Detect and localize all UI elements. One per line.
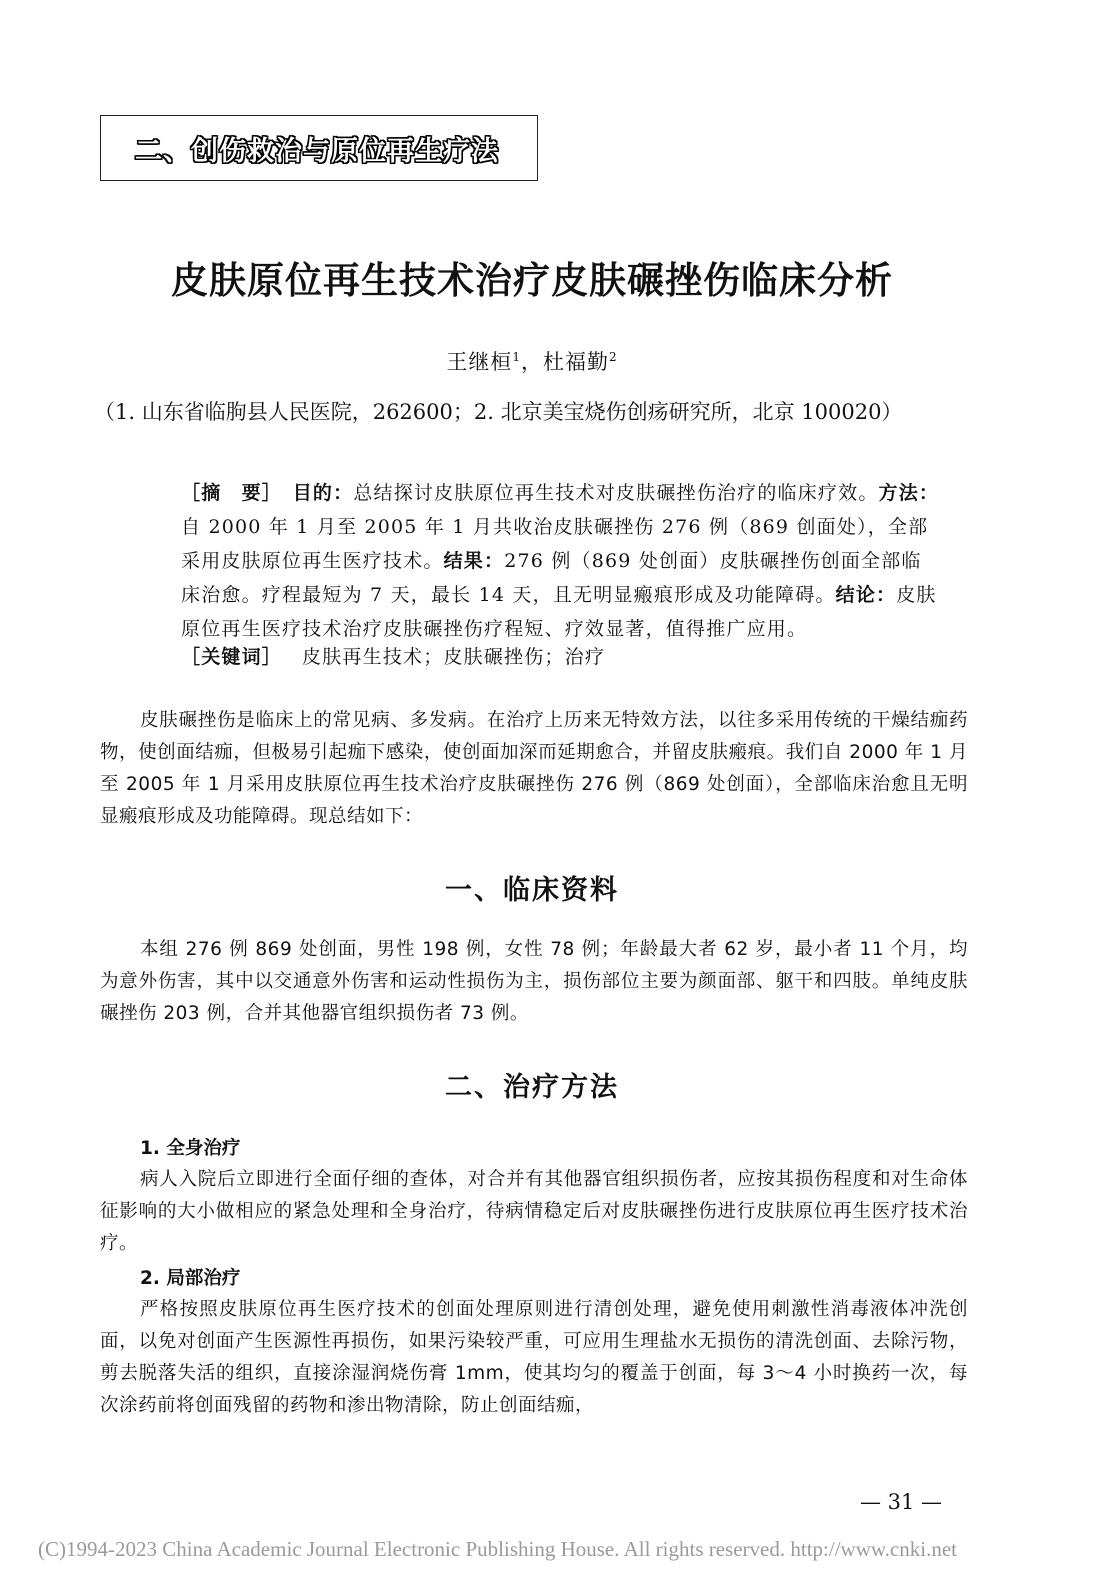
author-1-superscript: 1 [512, 350, 521, 364]
subsection-2-title: 2. 局部治疗 [140, 1268, 241, 1289]
affiliation-line: （1. 山东省临朐县人民医院，262600；2. 北京美宝烧伤创疡研究所，北京 100020） [94, 400, 903, 424]
subsection-1-paragraph: 病人入院后立即进行全面仔细的查体，对合并有其他器官组织损伤者，应按其损伤程度和对生命体征影响的大小做相应的紧急处理和全身治疗，待病情稳定后对皮肤碾挫伤进行皮肤原位再生医疗技术治疗。 [100, 1169, 968, 1254]
objective-label: 目的： [292, 482, 354, 504]
author-line [0, 346, 1064, 376]
objective-text: 总结探讨皮肤原位再生技术对皮肤碾挫伤治疗的临床疗效。 [353, 482, 879, 504]
author-separator: ， [521, 350, 543, 374]
keywords-line [181, 642, 941, 669]
conclusion-text: 皮肤原位再生医疗技术治疗皮肤碾挫伤疗程短、疗效显著，值得推广应用。 [181, 584, 937, 640]
result-label: 结果： [443, 550, 505, 572]
section-1-heading: 一、临床资料 [445, 875, 619, 906]
page-number: — 31 — [859, 1490, 943, 1514]
abstract-label: ［摘 要］ [181, 482, 273, 504]
method-label: 方法： [878, 482, 940, 504]
author-1-name: 王继桓 [446, 350, 513, 374]
keywords-text: 皮肤再生技术；皮肤碾挫伤；治疗 [302, 646, 606, 668]
abstract-block [141, 476, 941, 646]
abstract-text [141, 476, 941, 646]
section-1-paragraph: 本组 276 例 869 处创面，男性 198 例，女性 78 例；年龄最大者 62 岁，最小者 11 个月，均为意外伤害，其中以交通意外伤害和运动性损伤为主，损伤部位主要为颜面部、躯干和四肢。单纯皮肤碾挫伤 203 例，合并其他器官组织损伤者 73 例。 [100, 939, 968, 1024]
subsection-1-title: 1. 全身治疗 [140, 1138, 241, 1159]
author-2-name: 杜福勤 [543, 350, 609, 374]
copyright-footer: (C)1994-2023 China Academic Journal Electronic Publishing House. All rights reserved. http://www.cnki.net [38, 1537, 957, 1561]
section-category-box [100, 115, 538, 181]
keywords-label: ［关键词］ [181, 646, 283, 668]
article-title: 皮肤原位再生技术治疗皮肤碾挫伤临床分析 [171, 259, 893, 302]
section-2-heading: 二、治疗方法 [445, 1072, 619, 1103]
result-text: 276 例（869 处创面）皮肤碾挫伤创面全部临床治愈。疗程最短为 7 天，最长 14 天，且无明显瘢痕形成及功能障碍。 [181, 550, 922, 606]
section-category-label: 二、创伤救治与原位再生疗法 [135, 135, 499, 167]
intro-paragraph: 皮肤碾挫伤是临床上的常见病、多发病。在治疗上历来无特效方法，以往多采用传统的干燥结痂药物，使创面结痂，但极易引起痂下感染，使创面加深而延期愈合，并留皮肤瘢痕。我们自 2000 年 1 月至 2005 年 1 月采用皮肤原位再生技术治疗皮肤碾挫伤 276 例（869 处创面），全部临床治愈且无明显瘢痕形成及功能障碍。现总结如下： [100, 710, 968, 827]
conclusion-label: 结论： [835, 584, 897, 606]
subsection-2-paragraph: 严格按照皮肤原位再生医疗技术的创面处理原则进行清创处理，避免使用刺激性消毒液体冲洗创面，以免对创面产生医源性再损伤，如果污染较严重，可应用生理盐水无损伤的清洗创面、去除污物，剪去脱落失活的组织，直接涂湿润烧伤膏 1mm，使其均匀的覆盖于创面，每 3～4 小时换药一次，每次涂药前将创面残留的药物和渗出物清除，防止创面结痂， [100, 1299, 968, 1416]
author-2-superscript: 2 [609, 350, 618, 364]
method-text: 自 2000 年 1 月至 2005 年 1 月共收治皮肤碾挫伤 276 例（869 创面处），全部采用皮肤原位再生医疗技术。 [181, 516, 929, 572]
